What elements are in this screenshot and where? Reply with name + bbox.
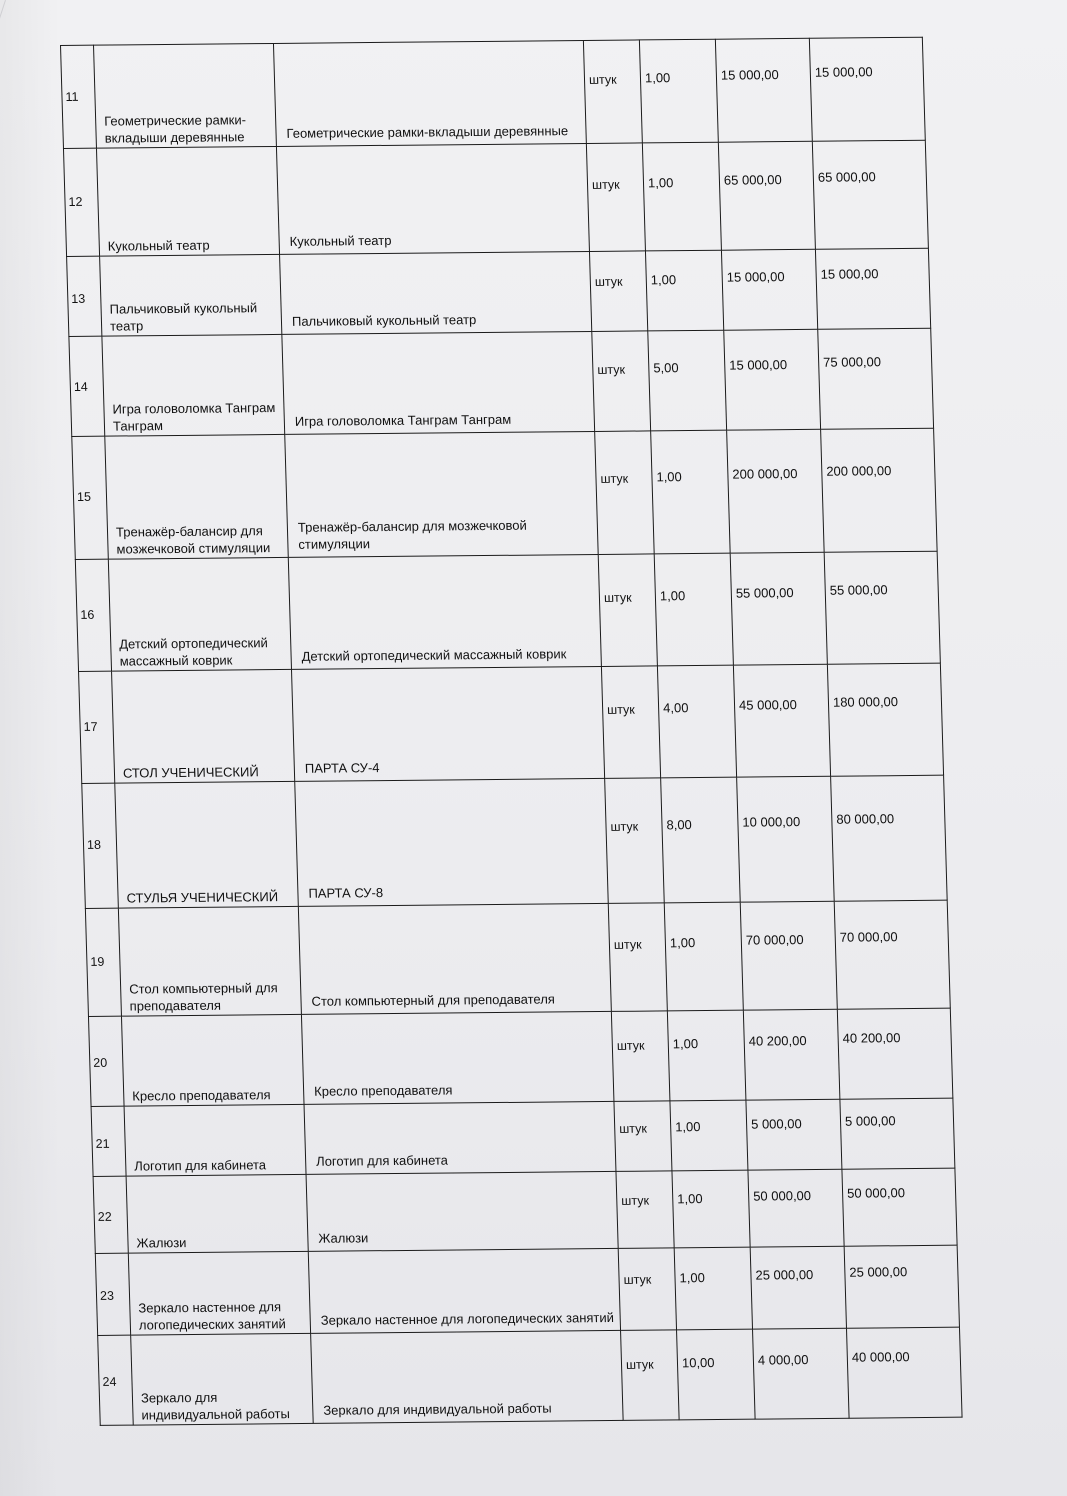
row-number-text: 19 <box>90 954 105 969</box>
qty-cell <box>674 1247 752 1330</box>
item-spec-text: ПАРТА СУ-8 <box>308 885 384 901</box>
sum-cell-text: 50 000,00 <box>846 1185 906 1201</box>
row-number <box>67 256 102 336</box>
sum-cell-text: 15 000,00 <box>820 266 879 282</box>
price-cell <box>715 38 812 142</box>
item-name-text: Пальчиковый кукольный театр <box>109 300 258 334</box>
price-cell <box>748 1169 844 1247</box>
unit-cell <box>586 143 645 252</box>
unit-cell-text: штук <box>600 471 629 486</box>
item-name <box>112 669 295 783</box>
row-number-text: 24 <box>102 1374 117 1389</box>
qty-cell <box>645 250 723 331</box>
qty-cell <box>654 553 733 666</box>
row-number-text: 21 <box>95 1136 110 1151</box>
item-spec-text: Игра головоломка Танграм Танграм <box>294 411 512 429</box>
price-cell-text: 15 000,00 <box>729 357 788 373</box>
item-spec <box>291 666 604 781</box>
table-row <box>88 1008 952 1106</box>
row-number-text: 18 <box>86 837 102 852</box>
row-number-text: 22 <box>97 1209 112 1224</box>
price-cell-text: 70 000,00 <box>745 932 804 948</box>
row-number <box>85 908 121 1016</box>
row-number-text: 15 <box>76 489 92 504</box>
item-name-text: Геометрические рамки-вкладыши деревянные <box>103 112 247 146</box>
item-spec <box>273 40 586 146</box>
unit-cell <box>601 666 660 779</box>
price-cell <box>718 141 815 250</box>
price-cell <box>727 429 825 553</box>
item-spec <box>295 778 609 906</box>
item-name <box>96 146 279 256</box>
item-spec-text: Стол компьютерный для преподавателя <box>311 991 556 1009</box>
item-spec <box>276 143 589 254</box>
qty-cell-text: 1,00 <box>669 935 696 951</box>
item-spec-text: Зеркало для индивидуальной работы <box>323 1400 552 1418</box>
sum-cell <box>821 428 938 552</box>
item-name-text: Жалюзи <box>136 1235 187 1251</box>
row-number <box>82 783 119 908</box>
price-cell-text: 15 000,00 <box>726 269 785 285</box>
item-name-text: Логотип для кабинета <box>134 1157 267 1174</box>
qty-cell <box>651 430 731 554</box>
qty-cell-text: 10,00 <box>681 1355 715 1371</box>
item-name-text: СТОЛ УЧЕНИЧЕСКИЙ <box>122 764 259 781</box>
unit-cell-text: штук <box>606 702 635 717</box>
qty-cell-text: 1,00 <box>644 70 671 86</box>
unit-cell <box>616 1171 674 1249</box>
item-spec-text: Кукольный театр <box>289 232 392 249</box>
row-number <box>95 1253 130 1335</box>
item-name <box>121 1014 304 1106</box>
qty-cell <box>639 39 718 143</box>
sum-cell <box>840 1098 955 1169</box>
table-row <box>91 1098 955 1176</box>
item-spec-text: Детский ортопедический массажный коврик <box>301 646 567 664</box>
price-cell-text: 10 000,00 <box>742 814 801 830</box>
item-name <box>94 43 277 148</box>
row-number-text: 20 <box>93 1055 108 1070</box>
sum-cell-text: 40 200,00 <box>842 1030 901 1046</box>
item-name-text: Детский ортопедический массажный коврик <box>119 635 268 669</box>
row-number-text: 11 <box>65 89 79 104</box>
price-cell <box>733 664 830 777</box>
item-spec <box>308 1248 620 1333</box>
sum-cell-text: 5 000,00 <box>844 1113 896 1129</box>
item-name-text: Кукольный театр <box>107 237 210 254</box>
price-cell-text: 65 000,00 <box>723 172 782 188</box>
sum-cell-text: 65 000,00 <box>817 169 876 185</box>
price-cell <box>737 776 835 902</box>
unit-cell-text: штук <box>603 590 632 605</box>
sum-cell-text: 70 000,00 <box>839 929 898 945</box>
row-number <box>79 671 115 783</box>
unit-cell-text: штук <box>597 362 626 377</box>
row-number <box>63 148 99 256</box>
qty-cell-text: 1,00 <box>656 469 682 485</box>
sum-cell <box>846 1327 962 1418</box>
item-spec <box>301 1011 614 1104</box>
row-number <box>75 559 111 671</box>
sum-cell-text: 25 000,00 <box>849 1264 908 1280</box>
qty-cell-text: 1,00 <box>647 175 674 191</box>
sum-cell <box>842 1168 957 1246</box>
item-spec-text: Жалюзи <box>318 1230 369 1246</box>
table-row <box>75 551 940 671</box>
price-cell-text: 15 000,00 <box>720 67 779 83</box>
item-name <box>115 781 299 908</box>
unit-cell <box>595 431 655 555</box>
unit-cell-text: штук <box>594 274 623 289</box>
qty-cell-text: 8,00 <box>666 817 693 833</box>
qty-cell <box>661 777 741 903</box>
sum-cell <box>844 1245 959 1328</box>
item-name <box>102 334 285 436</box>
sum-cell <box>812 140 928 249</box>
row-number <box>88 1016 124 1106</box>
item-name-text: Зеркало настенное для логопедических занятий <box>138 1299 286 1333</box>
row-number <box>61 45 97 148</box>
item-name <box>100 254 282 336</box>
table-row <box>98 1327 962 1425</box>
sum-cell <box>815 248 930 329</box>
sum-cell <box>834 900 950 1009</box>
unit-cell-text: штук <box>621 1193 650 1208</box>
qty-cell <box>670 1100 748 1171</box>
sum-cell <box>818 328 934 429</box>
item-name-text: СТУЛЬЯ УЧЕНИЧЕСКИЙ <box>126 889 279 906</box>
sum-cell-text: 55 000,00 <box>829 582 888 598</box>
table-row <box>67 248 931 336</box>
unit-cell <box>618 1248 676 1331</box>
page-shadow <box>0 0 60 1496</box>
table-row <box>61 37 926 148</box>
qty-cell-text: 1,00 <box>679 1270 706 1286</box>
item-spec <box>298 903 611 1014</box>
price-cell-text: 50 000,00 <box>752 1188 812 1204</box>
unit-cell-text: штук <box>610 819 639 834</box>
unit-cell-text: штук <box>588 72 617 87</box>
price-cell <box>743 1009 840 1100</box>
price-cell-text: 25 000,00 <box>755 1267 814 1283</box>
item-spec-text: Кресло преподавателя <box>313 1082 453 1099</box>
item-spec-text: Зеркало настенное для логопедических занятий <box>320 1309 615 1328</box>
row-number-text: 16 <box>80 607 95 622</box>
sum-cell <box>827 663 943 776</box>
price-cell <box>721 249 817 330</box>
unit-cell <box>614 1101 672 1172</box>
table-row <box>79 663 944 783</box>
qty-cell <box>672 1170 750 1248</box>
unit-cell-text: штук <box>591 177 620 192</box>
price-cell <box>740 901 837 1010</box>
row-number-text: 12 <box>68 194 83 209</box>
price-cell-text: 200 000,00 <box>732 466 798 482</box>
qty-cell-text: 1,00 <box>659 588 686 604</box>
row-number <box>69 336 105 436</box>
unit-cell <box>611 1011 670 1102</box>
item-name-text: Тренажёр-балансир для мозжечковой стимуляции <box>115 523 271 557</box>
row-number <box>72 436 109 559</box>
sum-cell-text: 75 000,00 <box>822 354 882 370</box>
qty-cell-text: 1,00 <box>650 272 677 288</box>
price-cell-text: 4 000,00 <box>757 1352 809 1368</box>
qty-cell <box>667 1010 746 1101</box>
item-name <box>126 1174 308 1253</box>
unit-cell-text: штук <box>623 1272 652 1287</box>
qty-cell-text: 1,00 <box>674 1119 701 1135</box>
table-row <box>72 428 937 559</box>
item-spec <box>282 331 595 434</box>
unit-cell <box>592 331 651 432</box>
unit-cell <box>583 40 642 144</box>
price-cell <box>746 1099 842 1170</box>
sum-cell-text: 200 000,00 <box>826 463 892 479</box>
item-spec <box>280 251 592 334</box>
item-name-text: Игра головоломка Танграм Танграм <box>112 400 276 434</box>
unit-cell-text: штук <box>616 1038 645 1053</box>
qty-cell-text: 1,00 <box>672 1036 699 1052</box>
sum-cell <box>837 1008 953 1099</box>
item-spec <box>306 1171 618 1251</box>
item-spec <box>304 1101 616 1174</box>
unit-cell-text: штук <box>619 1121 648 1136</box>
item-spec-text: Тренажёр-балансир для мозжечковой стимуляции <box>297 517 528 552</box>
row-number-text: 23 <box>99 1288 115 1303</box>
price-cell <box>753 1328 850 1419</box>
item-name-text: Кресло преподавателя <box>132 1087 271 1104</box>
qty-cell-text: 4,00 <box>662 700 689 716</box>
price-cell <box>730 552 827 665</box>
item-name <box>118 906 301 1016</box>
qty-cell <box>642 142 721 251</box>
table-row <box>63 140 928 256</box>
sum-cell <box>831 775 948 901</box>
sum-cell-text: 40 000,00 <box>851 1349 910 1365</box>
table-row <box>82 775 947 908</box>
sum-cell-text: 80 000,00 <box>836 811 895 827</box>
item-spec <box>288 554 601 669</box>
unit-cell-text: штук <box>625 1357 654 1372</box>
sum-cell-text: 180 000,00 <box>832 694 899 710</box>
unit-cell <box>608 903 667 1012</box>
specification-table <box>60 37 963 1426</box>
table-row <box>95 1245 959 1335</box>
price-cell-text: 5 000,00 <box>750 1116 802 1132</box>
specification-table-sheet <box>60 37 962 1453</box>
row-number <box>91 1106 126 1176</box>
qty-cell <box>657 665 736 778</box>
row-number-text: 14 <box>73 379 88 394</box>
item-name-text: Стол компьютерный для преподавателя <box>128 980 278 1014</box>
price-cell <box>750 1246 846 1329</box>
item-spec-text: Логотип для кабинета <box>315 1152 449 1169</box>
item-name <box>108 557 291 671</box>
qty-cell <box>677 1329 756 1420</box>
item-name-text: Зеркало для индивидуальной работы <box>140 1389 291 1423</box>
table-row <box>69 328 934 436</box>
item-name <box>124 1104 306 1176</box>
sum-cell-text: 15 000,00 <box>814 64 873 80</box>
row-number <box>93 1176 128 1253</box>
qty-cell-text: 5,00 <box>653 360 679 376</box>
price-cell-text: 40 200,00 <box>748 1033 807 1049</box>
price-cell-text: 45 000,00 <box>738 697 798 713</box>
item-spec <box>311 1330 624 1423</box>
unit-cell <box>589 251 647 332</box>
item-spec-text: ПАРТА СУ-4 <box>304 760 380 776</box>
price-cell <box>724 329 821 430</box>
unit-cell <box>605 778 665 904</box>
item-name <box>105 434 289 559</box>
item-spec-text: Пальчиковый кукольный театр <box>291 312 477 329</box>
table-row <box>93 1168 957 1253</box>
row-number-text: 13 <box>71 291 86 306</box>
item-spec <box>285 431 598 557</box>
qty-cell <box>648 330 727 431</box>
row-number-text: 17 <box>83 719 98 734</box>
sum-cell <box>809 37 925 141</box>
item-name <box>131 1333 314 1425</box>
qty-cell-text: 1,00 <box>677 1191 703 1207</box>
unit-cell <box>621 1330 680 1421</box>
unit-cell-text: штук <box>613 937 642 952</box>
table-row <box>85 900 950 1016</box>
item-name <box>128 1251 310 1335</box>
row-number <box>98 1335 134 1425</box>
item-spec-text: Геометрические рамки-вкладыши деревянные <box>286 123 569 141</box>
sum-cell <box>824 551 940 664</box>
price-cell-text: 55 000,00 <box>735 585 794 601</box>
qty-cell <box>664 902 743 1011</box>
unit-cell <box>598 554 657 667</box>
